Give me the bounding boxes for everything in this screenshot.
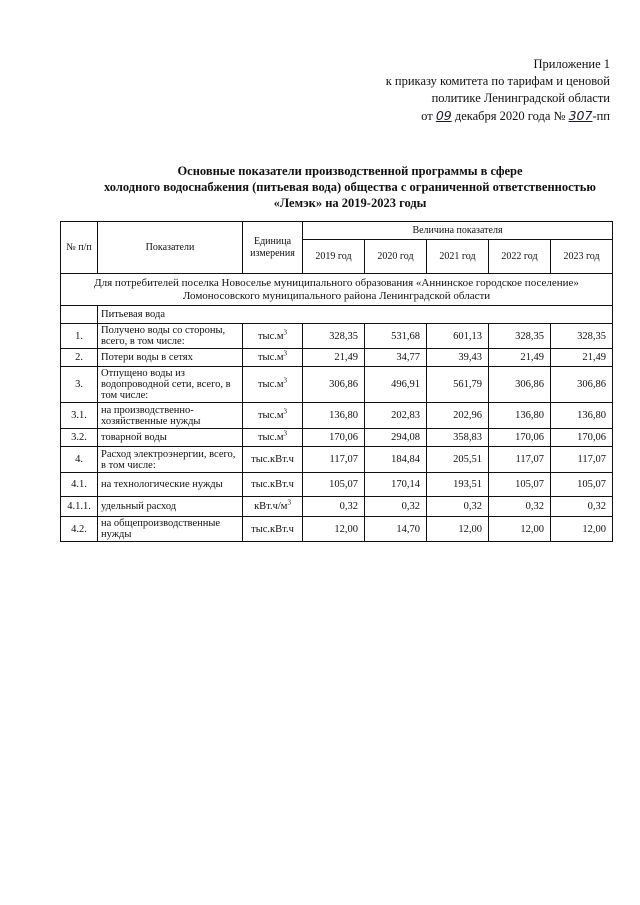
date-prefix: от	[421, 109, 433, 123]
header-value-group: Величина показателя	[303, 222, 613, 240]
row-number: 4.2.	[61, 517, 98, 542]
table-row	[61, 517, 613, 542]
row-value: 21,49	[489, 349, 551, 367]
row-number: 4.1.1.	[61, 497, 98, 517]
indicators-table	[60, 221, 613, 542]
row-value: 202,83	[365, 403, 427, 429]
unit-superscript: 3	[283, 376, 288, 385]
row-value: 561,79	[427, 367, 489, 403]
table-row	[61, 447, 613, 473]
row-value: 496,91	[365, 367, 427, 403]
row-value: 0,32	[303, 497, 365, 517]
row-value: 601,13	[427, 324, 489, 349]
row-value: 328,35	[551, 324, 613, 349]
row-unit	[243, 497, 303, 517]
row-value: 294,08	[365, 429, 427, 447]
row-value: 306,86	[489, 367, 551, 403]
row-value: 358,83	[427, 429, 489, 447]
row-indicator: на общепроизводственные нужды	[98, 517, 243, 542]
row-value: 0,32	[551, 497, 613, 517]
table-row	[61, 429, 613, 447]
appendix-header	[330, 56, 610, 125]
row-indicator: Получено воды со стороны, всего, в том числе:	[98, 324, 243, 349]
row-number: 1.	[61, 324, 98, 349]
header-year: 2020 год	[365, 240, 427, 274]
unit-text: тыс.кВт.ч	[251, 454, 294, 465]
consumer-group-row: Для потребителей поселка Новоселье муниципального образования «Аннинское городское поселение» Ломоносовского муниципального района Ленинградской области	[61, 274, 613, 306]
title-line-2: холодного водоснабжения (питьевая вода) общества с ограниченной ответственностью	[104, 180, 596, 194]
row-value: 531,68	[365, 324, 427, 349]
header-year: 2019 год	[303, 240, 365, 274]
row-number: 4.	[61, 447, 98, 473]
row-unit	[243, 429, 303, 447]
table-row	[61, 367, 613, 403]
date-middle: декабря 2020 года №	[454, 109, 566, 123]
section-row: Питьевая вода	[98, 306, 613, 324]
row-indicator: удельный расход	[98, 497, 243, 517]
unit-superscript: 3	[283, 429, 288, 438]
row-value: 21,49	[303, 349, 365, 367]
row-value: 12,00	[303, 517, 365, 542]
section-num-cell	[61, 306, 98, 324]
row-value: 205,51	[427, 447, 489, 473]
row-value: 170,06	[489, 429, 551, 447]
row-value: 0,32	[489, 497, 551, 517]
row-value: 12,00	[489, 517, 551, 542]
table-row	[61, 497, 613, 517]
row-value: 184,84	[365, 447, 427, 473]
row-value: 117,07	[551, 447, 613, 473]
row-value: 12,00	[427, 517, 489, 542]
row-indicator: Расход электроэнергии, всего, в том числе:	[98, 447, 243, 473]
title-line-3: «Лемэк» на 2019-2023 годы	[273, 196, 427, 210]
row-value: 0,32	[365, 497, 427, 517]
title-line-1: Основные показатели производственной программы в сфере	[177, 164, 523, 178]
row-value: 105,07	[303, 473, 365, 497]
unit-text: кВт.ч/м	[254, 501, 288, 512]
row-value: 12,00	[551, 517, 613, 542]
row-value: 170,06	[303, 429, 365, 447]
row-value: 328,35	[489, 324, 551, 349]
unit-superscript: 3	[283, 349, 288, 358]
document-title	[60, 163, 640, 211]
row-value: 202,96	[427, 403, 489, 429]
row-unit	[243, 367, 303, 403]
row-value: 105,07	[551, 473, 613, 497]
row-value: 105,07	[489, 473, 551, 497]
handwritten-day: 09	[435, 108, 452, 123]
row-unit	[243, 349, 303, 367]
appendix-date-line	[330, 107, 610, 125]
row-unit	[243, 447, 303, 473]
header-year: 2022 год	[489, 240, 551, 274]
unit-superscript: 3	[283, 407, 288, 416]
row-value: 306,86	[551, 367, 613, 403]
row-value: 136,80	[551, 403, 613, 429]
row-unit	[243, 473, 303, 497]
order-suffix: -пп	[592, 109, 610, 123]
row-value: 14,70	[365, 517, 427, 542]
row-value: 34,77	[365, 349, 427, 367]
row-indicator: Потери воды в сетях	[98, 349, 243, 367]
row-number: 3.2.	[61, 429, 98, 447]
row-number: 3.1.	[61, 403, 98, 429]
header-year: 2023 год	[551, 240, 613, 274]
row-indicator: на производственно-хозяйственные нужды	[98, 403, 243, 429]
unit-text: тыс.кВт.ч	[251, 523, 294, 535]
row-value: 0,32	[427, 497, 489, 517]
header-indicator: Показатели	[98, 222, 243, 274]
row-value: 21,49	[551, 349, 613, 367]
row-indicator: Отпущено воды из водопроводной сети, всего, в том числе:	[98, 367, 243, 403]
appendix-committee-line: политике Ленинградской области	[431, 91, 610, 105]
unit-text: тыс.м	[257, 410, 284, 421]
unit-text: тыс.м	[257, 330, 284, 342]
handwritten-number: 307	[568, 108, 593, 123]
row-number: 3.	[61, 367, 98, 403]
row-value: 328,35	[303, 324, 365, 349]
unit-text: тыс.м	[257, 432, 284, 443]
row-number: 4.1.	[61, 473, 98, 497]
table-row	[61, 403, 613, 429]
row-value: 193,51	[427, 473, 489, 497]
unit-text: тыс.кВт.ч	[251, 479, 294, 490]
table-row	[61, 324, 613, 349]
header-year: 2021 год	[427, 240, 489, 274]
row-value: 117,07	[303, 447, 365, 473]
unit-text: тыс.м	[257, 379, 284, 390]
row-number: 2.	[61, 349, 98, 367]
row-value: 39,43	[427, 349, 489, 367]
appendix-order-line: к приказу комитета по тарифам и ценовой	[385, 74, 610, 88]
row-value: 136,80	[303, 403, 365, 429]
row-indicator: на технологические нужды	[98, 473, 243, 497]
unit-superscript: 3	[287, 498, 291, 507]
header-num: № п/п	[61, 222, 98, 274]
unit-superscript: 3	[283, 328, 288, 336]
unit-text: тыс.м	[257, 352, 284, 363]
appendix-title: Приложение 1	[533, 57, 610, 71]
row-value: 136,80	[489, 403, 551, 429]
row-value: 170,06	[551, 429, 613, 447]
header-unit: Единица измерения	[243, 222, 303, 274]
table-row	[61, 349, 613, 367]
row-unit	[243, 403, 303, 429]
row-unit	[243, 324, 303, 349]
row-unit	[243, 517, 303, 542]
row-value: 170,14	[365, 473, 427, 497]
row-indicator: товарной воды	[98, 429, 243, 447]
row-value: 306,86	[303, 367, 365, 403]
table-row	[61, 473, 613, 497]
row-value: 117,07	[489, 447, 551, 473]
